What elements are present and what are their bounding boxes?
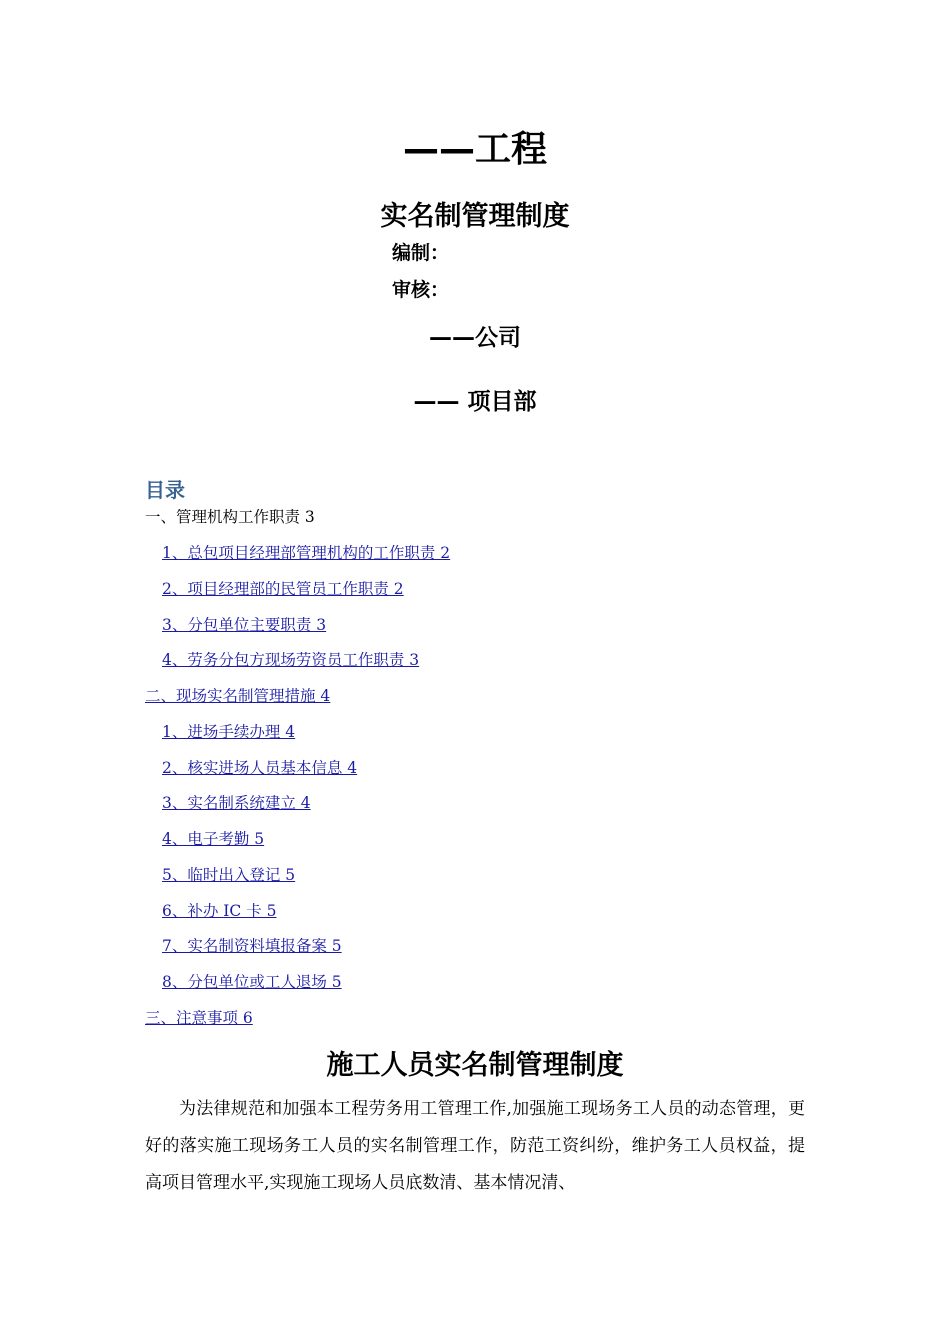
toc-link[interactable]: 4、劳务分包方现场劳资员工作职责 3: [162, 651, 420, 669]
reviewed-by-label: 审核：: [392, 279, 450, 301]
toc-link[interactable]: 1、总包项目经理部管理机构的工作职责 2: [162, 544, 451, 562]
company-name: ——公司: [429, 325, 521, 351]
toc-item: 一、管理机构工作职责 3: [145, 508, 315, 526]
toc-link[interactable]: 6、补办 IC 卡 5: [162, 902, 277, 920]
toc-link[interactable]: 7、实名制资料填报备案 5: [162, 937, 342, 955]
toc-link[interactable]: 4、电子考勤 5: [162, 830, 265, 848]
toc-link[interactable]: 3、实名制系统建立 4: [162, 794, 311, 812]
toc-link[interactable]: 8、分包单位或工人退场 5: [162, 973, 342, 991]
toc-link[interactable]: 2、核实进场人员基本信息 4: [162, 759, 358, 777]
body-paragraph: 为法律规范和加强本工程劳务用工管理工作,加强施工现场务工人员的动态管理，更好的落实施工现场务工人员的实名制管理工作，防范工资纠纷，维护务工人员权益，提高项目管理水平,实现施工现场人员底数清、基本情况清、: [145, 1099, 805, 1193]
department-name: —— 项目部: [413, 389, 537, 415]
cover-title: ——工程: [402, 129, 547, 170]
toc-link[interactable]: 5、临时出入登记 5: [162, 866, 296, 884]
toc-heading: 目录: [145, 478, 185, 502]
section-title: 施工人员实名制管理制度: [326, 1050, 624, 1081]
toc-link[interactable]: 三、注意事项 6: [145, 1009, 253, 1027]
toc-link[interactable]: 1、进场手续办理 4: [162, 723, 296, 741]
toc-link[interactable]: 2、项目经理部的民管员工作职责 2: [162, 580, 404, 598]
toc-link[interactable]: 3、分包单位主要职责 3: [162, 616, 327, 634]
toc-link[interactable]: 二、现场实名制管理措施 4: [145, 687, 331, 705]
cover-subtitle: 实名制管理制度: [380, 201, 570, 232]
compiled-by-label: 编制：: [392, 242, 450, 264]
